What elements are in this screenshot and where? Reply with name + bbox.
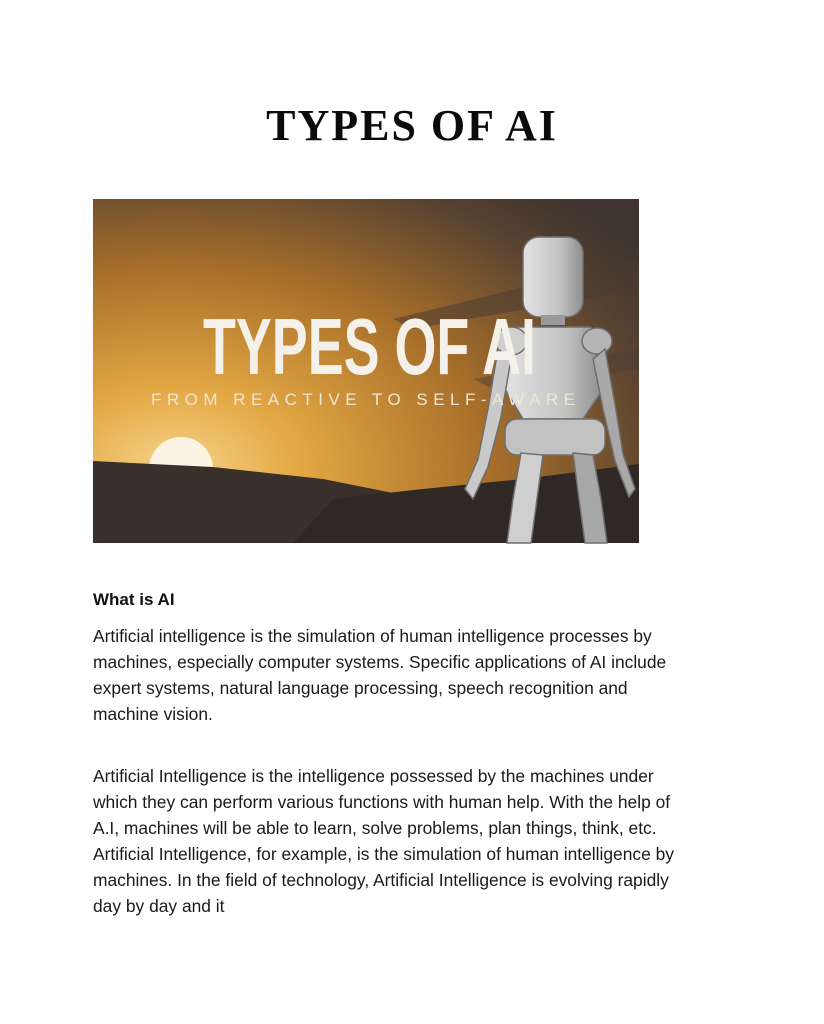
paragraph: Artificial Intelligence is the intelligence possessed by the machines under which they can perform various functions with human help. With the help of A.I, machines will be able to learn, solve problems, plan things, think, etc. Artificial Intelligence, for example, is the simulation of human intelligence by machines. In the field of technology, Artificial Intelligence is evolving rapidly day by day and it [93, 766, 674, 916]
page-title: TYPES OF AI [266, 101, 558, 150]
hero-subtitle: FROM REACTIVE TO SELF-AWARE [151, 390, 581, 409]
hero-image [93, 199, 639, 543]
section-heading: What is AI [93, 590, 175, 609]
hero-headline: TYPES OF AI [203, 302, 536, 391]
paragraph: Artificial intelligence is the simulation of human intelligence processes by machines, especially computer systems. Specific applications of AI include expert systems, natural language processing, speech recognition and machine vision. [93, 626, 667, 724]
